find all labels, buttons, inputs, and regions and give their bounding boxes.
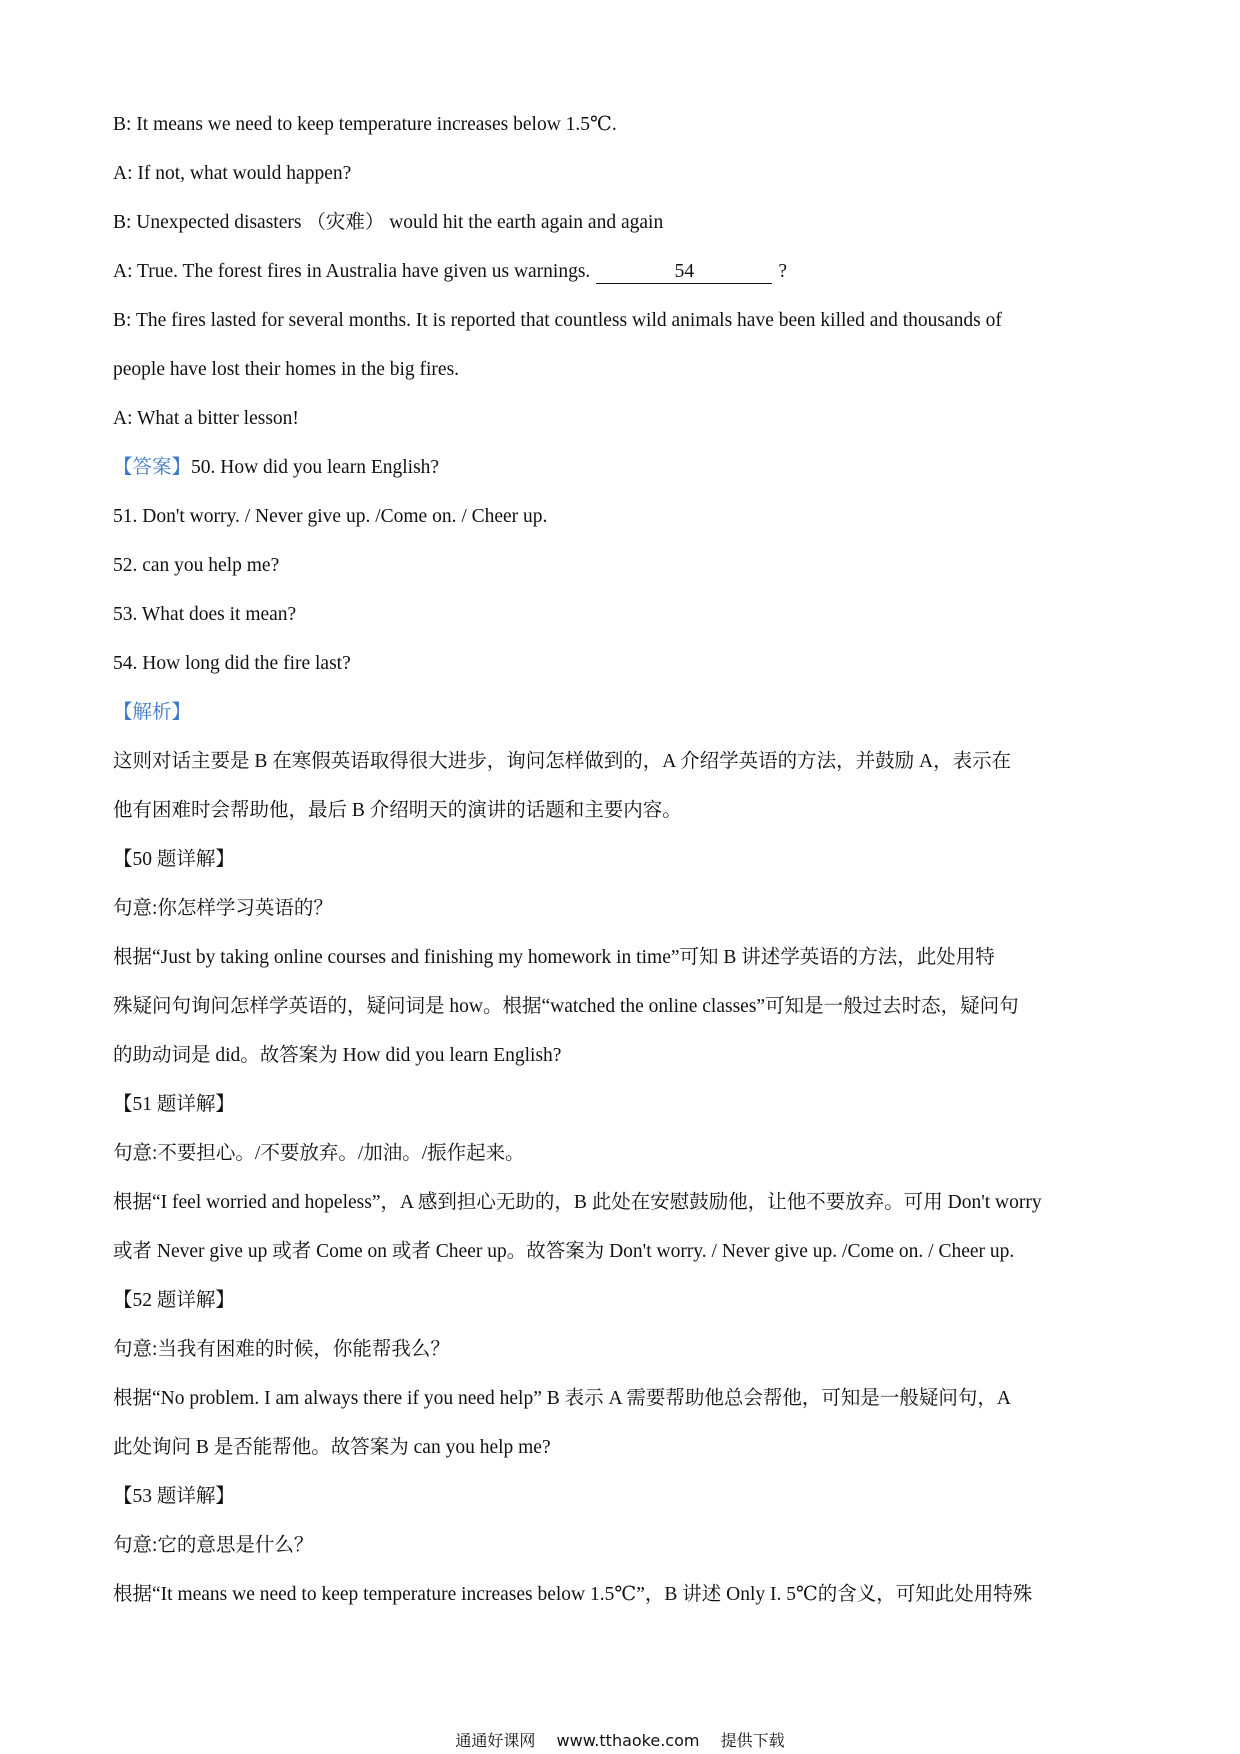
section-heading-50: 【50 题详解】 — [113, 849, 235, 870]
dialogue-line: B: It means we need to keep temperature increases below 1.5℃. — [113, 114, 617, 135]
dialogue-line: A: If not, what would happen? — [113, 163, 352, 184]
dialogue-text: A: True. The forest fires in Australia have given us warnings. — [113, 261, 591, 282]
page-footer — [0, 1728, 1240, 1751]
analysis-text: 句意:它的意思是什么？ — [113, 1535, 314, 1556]
analysis-text: 他有困难时会帮助他，最后 B 介绍明天的演讲的话题和主要内容。 — [113, 800, 682, 821]
footer-suffix: 提供下载 — [720, 1731, 785, 1750]
footer-site-name: 通通好课网 — [455, 1731, 536, 1750]
analysis-text: 殊疑问句询问怎样学英语的，疑问词是 how。根据“watched the online classes”可知是一般过去时态，疑问句 — [113, 996, 1019, 1017]
section-heading-53: 【53 题详解】 — [113, 1486, 235, 1507]
analysis-text: 根据“No problem. I am always there if you need help” B 表示 A 需要帮助他总会帮他，可知是一般疑问句，A — [113, 1388, 1011, 1409]
dialogue-line: B: The fires lasted for several months. It is reported that countless wild animals have been killed and thousands of — [113, 310, 1002, 331]
dialogue-line: people have lost their homes in the big fires. — [113, 359, 460, 380]
analysis-text: 的助动词是 did。故答案为 How did you learn English? — [113, 1045, 562, 1066]
section-heading-51: 【51 题详解】 — [113, 1094, 235, 1115]
answer-text: 50. How did you learn English? — [191, 457, 440, 478]
section-heading-52: 【52 题详解】 — [113, 1290, 235, 1311]
analysis-text: 或者 Never give up 或者 Come on 或者 Cheer up。故答案为 Don't worry. / Never give up. /Come on. / Cheer up. — [113, 1241, 1015, 1262]
analysis-text: 这则对话主要是 B 在寒假英语取得很大进步，询问怎样做到的，A 介绍学英语的方法，并鼓励 A，表示在 — [113, 751, 1012, 772]
footer-url[interactable]: www.tthaoke.com — [556, 1731, 700, 1750]
analysis-text: 根据“It means we need to keep temperature increases below 1.5℃”，B 讲述 Only I. 5℃的含义，可知此处用特殊 — [113, 1584, 1033, 1605]
answer-line: 54. How long did the fire last? — [113, 653, 351, 674]
analysis-tag: 【解析】 — [113, 702, 192, 723]
dialogue-text: ? — [778, 261, 787, 282]
document-body — [113, 100, 1128, 1619]
dialogue-line: A: What a bitter lesson! — [113, 408, 299, 429]
answer-tag: 【答案】 — [113, 457, 192, 478]
answer-line: 53. What does it mean? — [113, 604, 297, 625]
analysis-text: 句意:不要担心。/不要放弃。/加油。/振作起来。 — [113, 1143, 525, 1164]
answer-line: 52. can you help me? — [113, 555, 280, 576]
dialogue-line-54 — [113, 247, 1128, 296]
answer-line-50 — [113, 443, 1128, 492]
analysis-text: 根据“I feel worried and hopeless”，A 感到担心无助的，B 此处在安慰鼓励他，让他不要放弃。可用 Don't worry — [113, 1192, 1042, 1213]
analysis-text: 句意:你怎样学习英语的？ — [113, 898, 333, 919]
answer-line: 51. Don't worry. / Never give up. /Come on. / Cheer up. — [113, 506, 548, 527]
analysis-text: 句意:当我有困难的时候，你能帮我么？ — [113, 1339, 450, 1360]
analysis-text: 根据“Just by taking online courses and finishing my homework in time”可知 B 讲述学英语的方法，此处用特 — [113, 947, 995, 968]
analysis-text: 此处询问 B 是否能帮他。故答案为 can you help me? — [113, 1437, 551, 1458]
answer-blank-54: 54 — [596, 261, 772, 284]
dialogue-line: B: Unexpected disasters （灾难） would hit the earth again and again — [113, 212, 664, 233]
